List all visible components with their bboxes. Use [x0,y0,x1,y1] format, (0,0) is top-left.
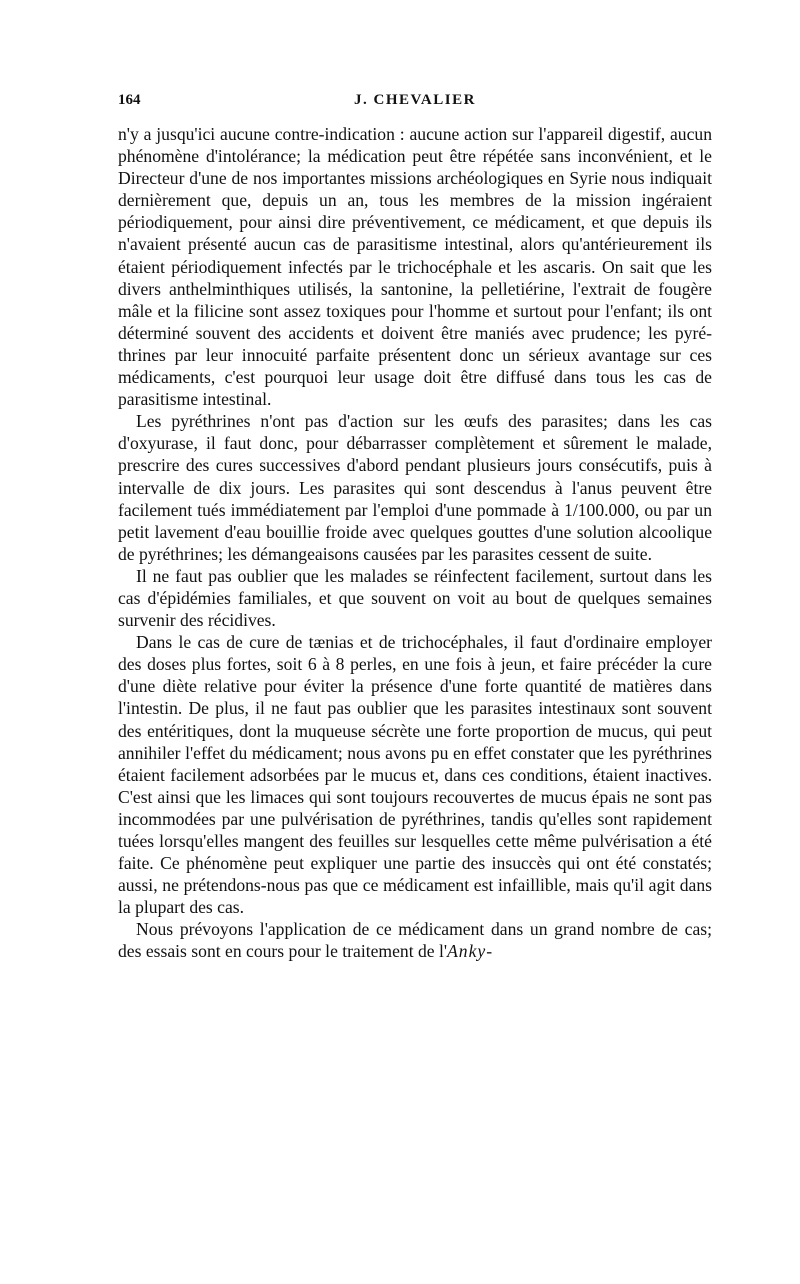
body-text [118,123,712,963]
running-title: J. CHEVALIER [354,92,476,108]
paragraph-5 [118,918,712,962]
paragraph-3: Il ne faut pas oublier que les malades se réinfectent facilement, surtout dans les cas d'épidémies familiales, et que souvent on voit au bout de quelques semaines survenir des récidives. [118,565,712,631]
paragraph-4: Dans le cas de cure de tænias et de trichocéphales, il faut d'ordinaire employer des doses plus fortes, soit 6 à 8 perles, en une fois à jeun, et faire précéder la cure d'une diète relative pour éviter la présence d'une forte quantité de matières dans l'intestin. De plus, il ne faut pas oublier que les parasites intestinaux sont souvent des entéritiques, dont la muqueuse sécrète une forte proportion de mucus, qui peut annihiler l'effet du médicament; nous avons pu en effet constater que les pyréthrines étaient facilement adsorbées par le mucus et, dans ces conditions, étaient inactives. C'est ainsi que les limaces qui sont toujours recouvertes de mucus épais ne sont pas incommodées par une pulvérisation de pyréthrines, tandis qu'elles sont rapidement tuées lorsqu'elles mangent des feuilles sur lesquelles cette même pulvérisation a été faite. Ce phénomène peut expliquer une partie des insuccès qui ont été constatés; aussi, ne prétendons-nous pas que ce médicament est infaillible, mais qu'il agit dans la plupart des cas. [118,632,712,918]
paragraph-2: Les pyréthrines n'ont pas d'action sur les œufs des parasites; dans les cas d'oxyurase, il faut donc, pour débarrasser complètement et sûrement le malade, prescrire des cures successives d'abord pendant plusieurs jours consécutifs, puis à intervalle de dix jours. Les parasites qui sont descendus à l'anus peuvent être facilement tués immédiatement par l'emploi d'une pommade à 1/100.000, ou par un petit lavement d'eau bouillie froide avec quelques gouttes d'une solution alcoolique de pyréthrines; les démangeaisons causées par les parasites cessent de suite. [118,411,712,564]
page-number: 164 [118,92,141,108]
paragraph-5-text: Nous prévoyons l'application de ce médicament dans un grand nombre de cas; des essais sont en cours pour le traitement de l' [118,919,712,962]
paragraph-1: n'y a jusqu'ici aucune contre-indication : aucune action sur l'appareil digestif, aucun phénomène d'intolérance; la médication peut être répétée sans inconvénient, et le Directeur d'une de nos importantes missions archéologiques en Syrie nous indiquait dernièrement que, depuis un an, tous les membres de la mission ingéraient périodiquement, pour ainsi dire préventivement, ce médicament, et que depuis ils n'avaient présenté aucun cas de parasitisme intestinal, alors qu'antérieurement ils étaient périodiquement infectés par le trichocéphale et les ascaris. On sait que les divers anthelminthiques utilisés, la santonine, la pelletiérine, l'extrait de fougère mâle et la filicine sont assez toxiques pour l'homme et surtout pour l'enfant; ils ont déterminé souvent des accidents et doivent être maniés avec prudence; les pyréthrines par leur innocuité parfaite présentent donc un sérieux avantage sur ces médicaments, c'est pourquoi leur usage doit être diffusé dans tous les cas de parasitisme intestinal. [118,124,712,410]
paragraph-5-italic-tail: Anky- [447,941,494,962]
running-head [118,92,712,116]
